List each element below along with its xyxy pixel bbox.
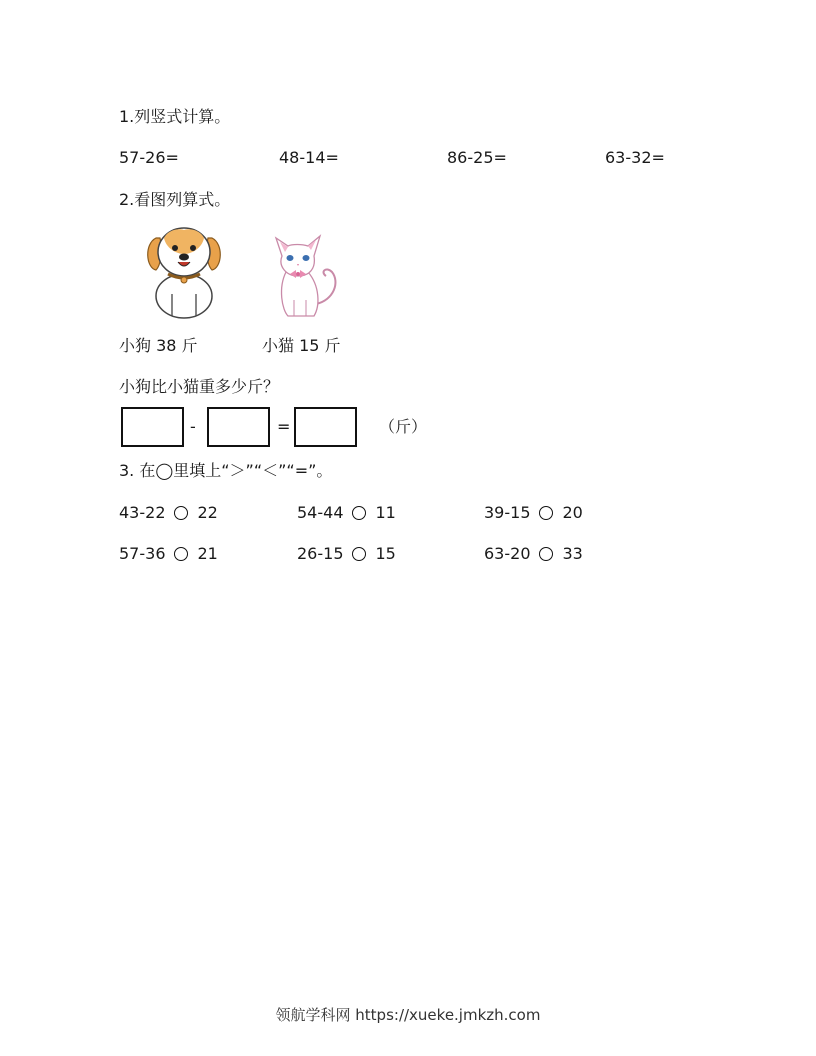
answer-box-3[interactable] xyxy=(294,407,357,447)
compare-right: 22 xyxy=(197,503,218,522)
calc-item-2: 48-14= xyxy=(279,148,339,167)
compare-right: 11 xyxy=(375,503,396,522)
calc-item-4: 63-32= xyxy=(605,148,665,167)
compare-item xyxy=(119,544,218,564)
minus-sign: - xyxy=(190,417,196,436)
compare-left: 43-22 xyxy=(119,503,166,522)
compare-circle[interactable] xyxy=(174,506,188,520)
compare-left: 57-36 xyxy=(119,544,166,563)
question-1-title: 1.列竖式计算。 xyxy=(119,107,231,126)
compare-right: 21 xyxy=(197,544,218,563)
compare-circle[interactable] xyxy=(352,506,366,520)
answer-box-2[interactable] xyxy=(207,407,270,447)
unit-label: （斤） xyxy=(379,417,428,436)
calc-item-1: 57-26= xyxy=(119,148,179,167)
compare-circle[interactable] xyxy=(539,547,553,561)
compare-left: 26-15 xyxy=(297,544,344,563)
compare-circle[interactable] xyxy=(174,547,188,561)
equals-sign: = xyxy=(277,417,291,436)
compare-left: 63-20 xyxy=(484,544,531,563)
word-problem-question: 小狗比小猫重多少斤？ xyxy=(119,377,280,396)
cat-weight-label: 小猫 15 斤 xyxy=(262,336,341,355)
compare-circle[interactable] xyxy=(352,547,366,561)
compare-item xyxy=(484,544,583,564)
compare-item xyxy=(484,503,583,523)
compare-left: 39-15 xyxy=(484,503,531,522)
footer-watermark: 领航学科网 https://xueke.jmkzh.com xyxy=(275,1006,541,1024)
calc-item-3: 86-25= xyxy=(447,148,507,167)
compare-item xyxy=(297,544,396,564)
compare-right: 20 xyxy=(562,503,583,522)
dog-weight-label: 小狗 38 斤 xyxy=(119,336,198,355)
question-2-title: 2.看图列算式。 xyxy=(119,190,231,209)
compare-right: 33 xyxy=(562,544,583,563)
compare-left: 54-44 xyxy=(297,503,344,522)
answer-box-1[interactable] xyxy=(121,407,184,447)
compare-item xyxy=(119,503,218,523)
dog-icon xyxy=(142,224,226,320)
compare-item xyxy=(297,503,396,523)
cat-icon xyxy=(268,226,344,320)
compare-circle[interactable] xyxy=(539,506,553,520)
question-3-title: 3. 在◯里填上“＞”“＜”“=”。 xyxy=(119,461,333,480)
compare-right: 15 xyxy=(375,544,396,563)
